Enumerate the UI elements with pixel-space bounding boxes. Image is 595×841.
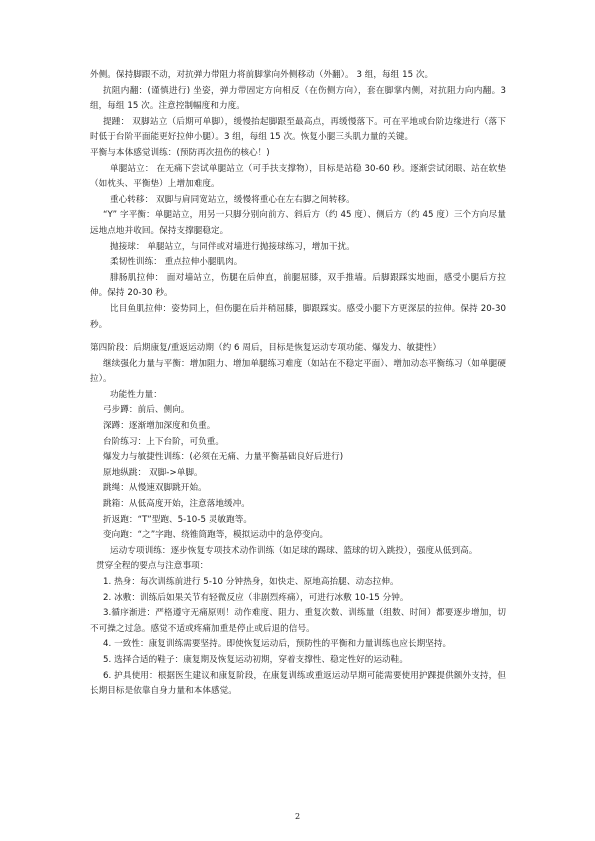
paragraph: 贯穿全程的要点与注意事项： — [96, 561, 209, 572]
document-body — [90, 68, 506, 700]
paragraph: 单腿站立： 在无痛下尝试单腿站立（可手扶支撑物），目标是站稳 30-60 秒。逐渐尝试闭眼、站在软垫（如枕头、平衡垫）上增加难度。 — [90, 163, 506, 190]
paragraph: 腓肠肌拉伸： 面对墙站立，伤腿在后伸直，前腿屈膝，双手推墙。后脚跟踩实地面，感受小腿后方拉伸。保持 20-30 秒。 — [90, 272, 506, 299]
paragraph: 原地纵跳： 双脚->单脚。 — [103, 467, 203, 478]
paragraph: 台阶练习：上下台阶，可负重。 — [103, 436, 225, 447]
paragraph: 提踵： 双脚站立（后期可单脚），缓慢抬起脚跟至最高点，再缓慢落下。可在平地或台阶边缘进行（落下时低于台阶平面能更好拉伸小腿）。3 组，每组 15 次。恢复小腿三头肌力量的关键。 — [90, 116, 506, 143]
paragraph: 3.循序渐进：严格遵守无痛原则！动作难度、阻力、重复次数、训练量（组数、时间）都要逐步增加，切不可操之过急。感觉不适或疼痛加重是停止或后退的信号。 — [90, 608, 506, 634]
paragraph: 5. 选择合适的鞋子：康复期及恢复运动初期，穿着支撑性、稳定性好的运动鞋。 — [103, 654, 408, 665]
paragraph: 比目鱼肌拉伸：姿势同上，但伤腿在后并稍屈膝，脚跟踩实。感受小腿下方更深层的拉伸。保持 20-30 秒。 — [90, 303, 506, 330]
paragraph: 跳箱：从低高度开始，注意落地缓冲。 — [103, 499, 250, 510]
paragraph: 柔韧性训练： 重点拉伸小腿肌肉。 — [110, 257, 243, 268]
paragraph: 弓步蹲：前后、侧向。 — [103, 405, 190, 416]
paragraph: 2. 冰敷：训练后如果关节有轻微反应（非剧烈疼痛），可进行冰敷 10-15 分钟。 — [103, 592, 409, 603]
page-number: 2 — [294, 812, 301, 821]
paragraph: 重心转移： 双脚与肩同宽站立，缓慢将重心在左右脚之间转移。 — [110, 194, 355, 205]
paragraph: 平衡与本体感觉训练：(预防再次扭伤的核心！) — [90, 147, 270, 158]
paragraph: 爆发力与敏捷性训练：(必须在无痛、力量平衡基础良好后进行) — [103, 452, 344, 463]
paragraph: 跳绳：从慢速双脚跳开始。 — [103, 483, 207, 494]
paragraph: 折返跑：“T”型跑、5-10-5 灵敏跑等。 — [103, 514, 252, 525]
paragraph: 第四阶段：后期康复/重返运动期（约 6 周后，目标是恢复运动专项功能、爆发力、敏捷性） — [90, 343, 442, 354]
paragraph: 深蹲：逐渐增加深度和负重。 — [103, 421, 216, 432]
paragraph: 4. 一致性：康复训练需要坚持。即使恢复运动后，预防性的平衡和力量训练也应长期坚持。 — [103, 639, 452, 650]
paragraph: 抗阻内翻：(谨慎进行) 坐姿，弹力带固定方向相反（在伤侧方向），套在脚掌内侧，对抗阻力向内翻。3 组，每组 15 次。注意控制幅度和力度。 — [90, 85, 506, 112]
paragraph: 变向跑：“之”字跑、绕锥筒跑等，模拟运动中的急停变向。 — [103, 530, 329, 541]
paragraph: “Y” 字平衡：单腿站立，用另一只脚分别向前方、斜后方（约 45 度）、侧后方（约 45 度）三个方向尽量远地点地并收回。保持支撑腿稳定。 — [90, 210, 506, 236]
paragraph: 外侧。保持脚跟不动，对抗弹力带阻力将前脚掌向外侧移动（外翻）。 3 组，每组 15 次。 — [90, 70, 434, 80]
paragraph: 6. 护具使用：根据医生建议和康复阶段，在康复训练或重返运动早期可能需要使用护踝提供额外支持，但长期目标是依靠自身力量和本体感觉。 — [90, 670, 506, 697]
paragraph: 功能性力量： — [110, 389, 162, 400]
paragraph-gap — [90, 333, 506, 341]
paragraph: 运动专项训练：逐步恢复专项技术动作训练（如足球的踢球、篮球的切入跳投），强度从低到高。 — [110, 545, 478, 556]
paragraph: 1. 热身：每次训练前进行 5-10 分钟热身，如快走、原地高抬腿、动态拉伸。 — [103, 577, 399, 587]
paragraph: 继续强化力量与平衡：增加阻力、增加单腿练习难度（如站在不稳定平面）、增加动态平衡练习（如单腿硬拉）。 — [90, 358, 506, 385]
paragraph: 抛接球： 单腿站立，与同伴或对墙进行抛接球练习，增加干扰。 — [110, 241, 355, 252]
